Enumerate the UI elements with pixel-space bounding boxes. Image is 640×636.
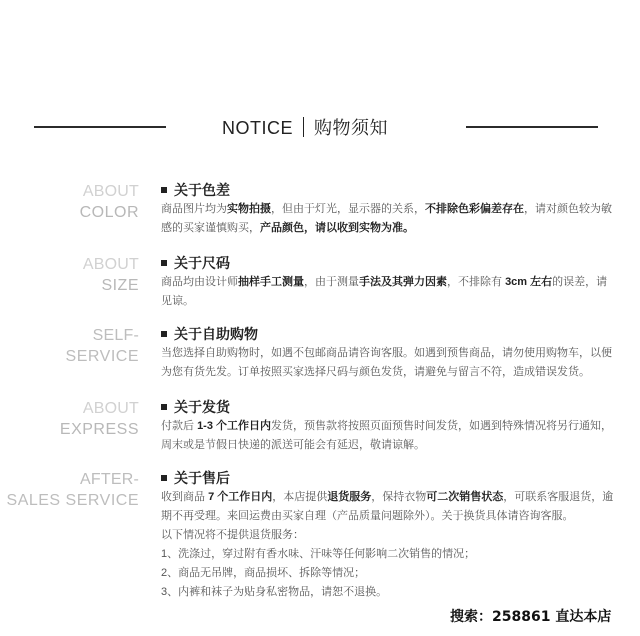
emphasis-text: 手法及其弹力因素 (359, 276, 447, 288)
emphasis-text: 7 个工作日内 (208, 491, 273, 503)
title-divider-left (34, 126, 166, 128)
emphasis-text: 不排除色彩偏差存在 (425, 203, 524, 215)
body-text-line: 为您有货先发。订单按照买家选择尺码与颜色发货，请避免与留言不符，造成错误发货。 (161, 366, 590, 378)
title-divider-right (466, 126, 598, 128)
body-text-line: 商品均由设计师抽样手工测量，由于测量手法及其弹力因素，不排除有 3cm 左右的误差，请 (161, 276, 608, 288)
section-heading (161, 468, 616, 488)
bullet-square-icon (161, 331, 167, 337)
section-label-after-sales (0, 469, 139, 511)
section-body (161, 344, 616, 382)
section-label-express (0, 398, 139, 440)
body-text-line: 商品图片均为实物拍摄，但由于灯光，显示器的关系，不排除色彩偏差存在，请对颜色较为敏 (161, 203, 612, 215)
section-body (161, 488, 616, 602)
emphasis-text: 实物拍摄 (227, 203, 271, 215)
section-label-line2: SALES SERVICE (6, 492, 139, 509)
emphasis-text: 可二次销售状态 (426, 491, 504, 503)
emphasis-text: 1-3 个工作日内 (197, 420, 272, 432)
body-text-line: 周末或是节假日快递的派送可能会有延迟，敬请谅解。 (161, 439, 425, 451)
section-body (161, 273, 616, 311)
bullet-square-icon (161, 260, 167, 266)
section-heading-text: 关于发货 (174, 399, 230, 415)
store-search-text: 搜索：258861 直达本店 (450, 609, 612, 625)
emphasis-text: 抽样手工测量 (238, 276, 304, 288)
bullet-square-icon (161, 187, 167, 193)
body-text-line: 2、商品无吊牌，商品损坏、拆除等情况； (161, 567, 366, 579)
section-label-color (0, 181, 139, 223)
body-text-line: 付款后 1-3 个工作日内发货，预售款将按照页面预售时间发货，如遇到特殊情况将另行通知， (161, 420, 613, 432)
notice-label: NOTICE (222, 118, 294, 138)
section-label-line1: ABOUT (82, 256, 139, 273)
body-text-line: 1、洗涤过，穿过附有香水味、汗味等任何影响二次销售的情况； (161, 548, 476, 560)
section-heading (161, 253, 616, 273)
section-body (161, 200, 616, 238)
section-heading-text: 关于自助购物 (174, 326, 258, 342)
section-label-line1: ABOUT (82, 183, 139, 200)
body-text-line: 感的买家谨慎购买，产品颜色，请以收到实物为准。 (161, 222, 414, 234)
section-heading-text: 关于尺码 (174, 255, 230, 271)
section-heading (161, 324, 616, 344)
body-text-line: 期不再受理。来回运费由买家自理（产品质量问题除外）。关于换货具体请咨询客服。 (161, 510, 574, 522)
bullet-square-icon (161, 404, 167, 410)
page-title (222, 115, 388, 141)
section-heading-text: 关于色差 (174, 182, 230, 198)
emphasis-text: 产品颜色，请以收到实物为准。 (260, 222, 414, 234)
section-label-line1: SELF- (92, 327, 139, 344)
section-heading (161, 180, 616, 200)
bullet-square-icon (161, 475, 167, 481)
section-label-line1: ABOUT (82, 400, 139, 417)
section-label-line2: SERVICE (65, 348, 139, 365)
section-body (161, 417, 616, 455)
emphasis-text: 3cm 左右 (505, 276, 553, 288)
title-cn: 购物须知 (314, 118, 389, 138)
section-heading (161, 397, 616, 417)
section-after-sales (161, 468, 616, 602)
body-text-line: 以下情况将不提供退货服务： (161, 529, 304, 541)
section-size (161, 253, 616, 311)
section-express (161, 397, 616, 455)
section-label-self-service (0, 325, 139, 367)
notice-title-row (0, 115, 640, 145)
section-label-line2: EXPRESS (59, 421, 139, 438)
section-label-line2: COLOR (79, 204, 139, 221)
section-label-line2: SIZE (101, 277, 139, 294)
section-label-size (0, 254, 139, 296)
section-label-line1: AFTER- (80, 471, 139, 488)
section-color (161, 180, 616, 238)
body-text-line: 收到商品 7 个工作日内，本店提供退货服务，保持衣物可二次销售状态，可联系客服退货，逾 (161, 491, 614, 503)
body-text-line: 当您选择自助购物时，如遇不包邮商品请咨询客服。如遇到预售商品，请勿使用购物车，以便 (161, 347, 612, 359)
body-text-line: 见谅。 (161, 295, 194, 307)
section-heading-text: 关于售后 (174, 470, 230, 486)
title-separator (303, 117, 304, 137)
section-self-service (161, 324, 616, 382)
emphasis-text: 退货服务 (327, 491, 372, 503)
body-text-line: 3、内裤和袜子为贴身私密物品，请恕不退换。 (161, 586, 388, 598)
